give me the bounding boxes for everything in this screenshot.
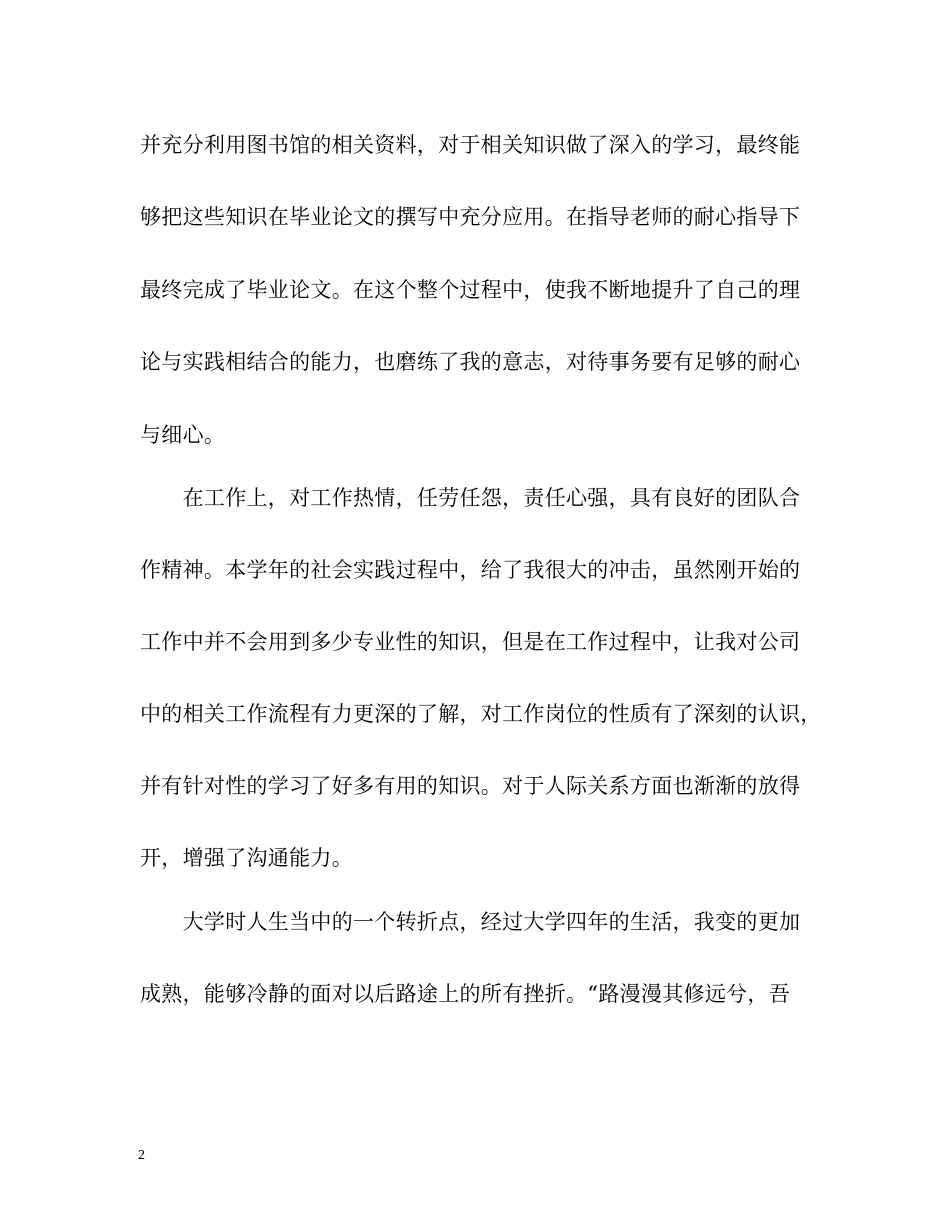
- body-text-line: 工作中并不会用到多少专业性的知识，但是在工作过程中，让我对公司: [140, 630, 801, 654]
- body-text-line: 成熟，能够冷静的面对以后路途上的所有挫折。“路漫漫其修远兮，吾: [140, 982, 791, 1006]
- body-text-line: 最终完成了毕业论文。在这个整个过程中，使我不断地提升了自己的理: [140, 278, 801, 302]
- body-text-line: 在工作上，对工作热情，任劳任怨，责任心强，具有良好的团队合: [140, 486, 801, 510]
- body-text-line: 大学时人生当中的一个转折点，经过大学四年的生活，我变的更加: [140, 910, 801, 934]
- body-text-line: 并有针对性的学习了好多有用的知识。对于人际关系方面也渐渐的放得: [140, 774, 801, 798]
- body-text-line: 够把这些知识在毕业论文的撰写中充分应用。在指导老师的耐心指导下: [140, 205, 801, 229]
- body-text-line: 并充分利用图书馆的相关资料，对于相关知识做了深入的学习，最终能: [140, 133, 801, 157]
- body-text-line: 与细心。: [140, 423, 226, 447]
- body-text-line: 作精神。本学年的社会实践过程中，给了我很大的冲击，虽然刚开始的: [140, 558, 801, 582]
- body-text-line: 中的相关工作流程有力更深的了解，对工作岗位的性质有了深刻的认识，: [140, 702, 822, 726]
- page-number: 2: [138, 1148, 145, 1163]
- body-text-line: 开，增强了沟通能力。: [140, 846, 353, 870]
- body-text-line: 论与实践相结合的能力，也磨练了我的意志，对待事务要有足够的耐心: [140, 350, 801, 374]
